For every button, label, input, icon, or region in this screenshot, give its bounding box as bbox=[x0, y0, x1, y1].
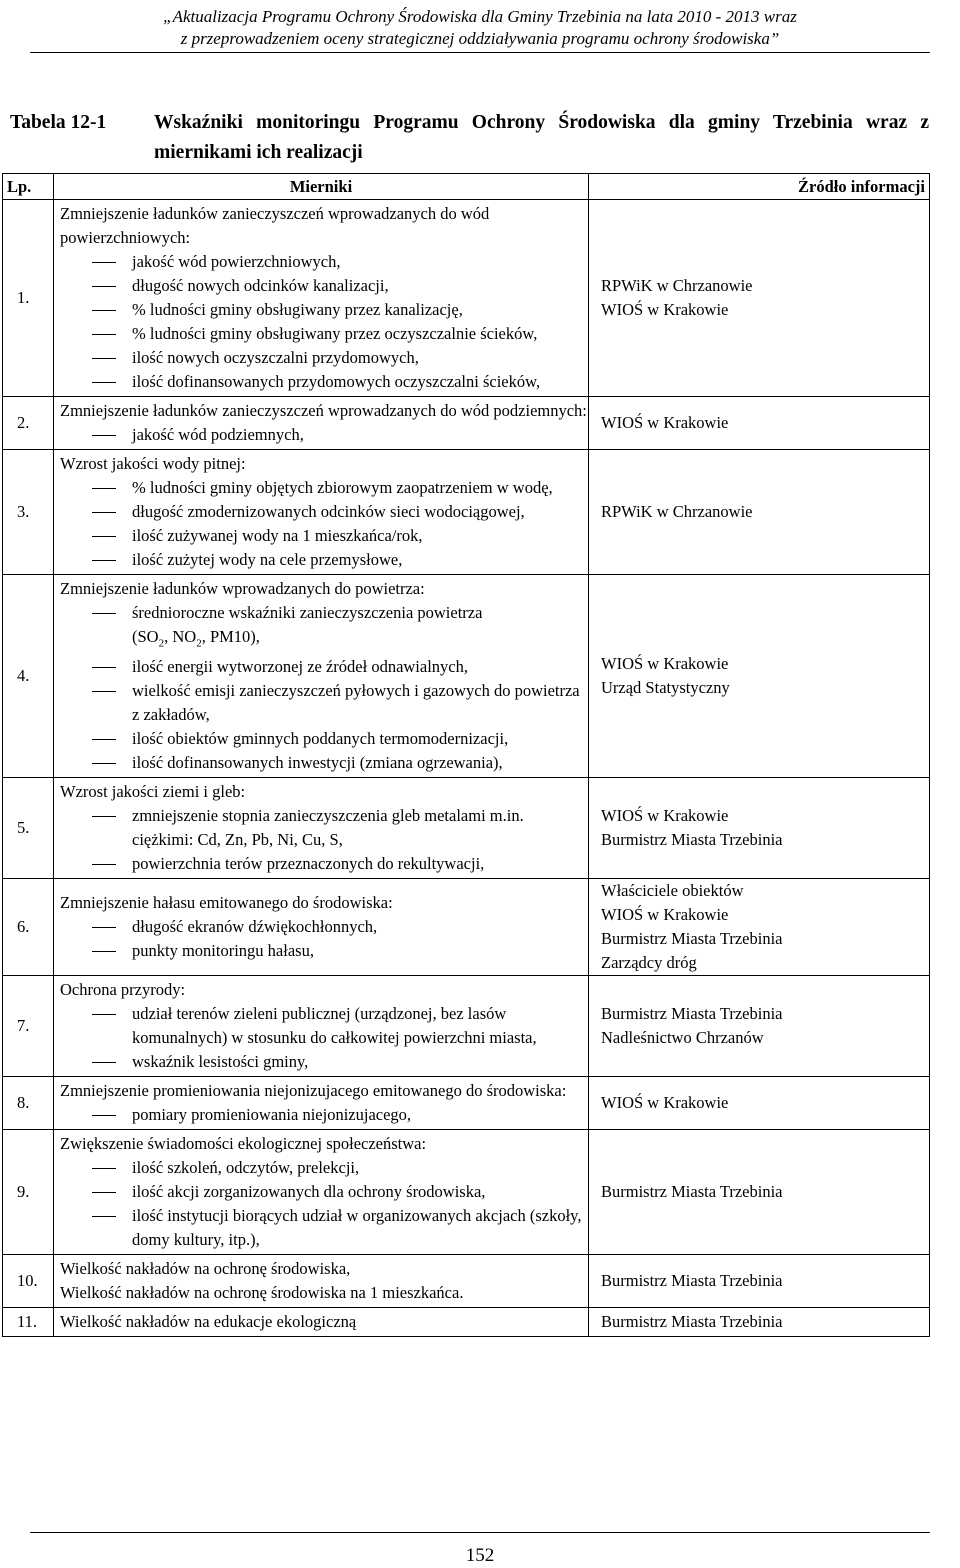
table-row bbox=[3, 976, 930, 1077]
row-sources bbox=[589, 1255, 930, 1308]
indicator-item: punkty monitoringu hałasu, bbox=[60, 939, 588, 963]
table-caption-label: Tabela 12-1 bbox=[10, 112, 107, 133]
row-indicators bbox=[54, 1308, 589, 1337]
indicator-item: ilość szkoleń, odczytów, prelekcji, bbox=[60, 1156, 588, 1180]
row-sources bbox=[589, 575, 930, 778]
indicator-group-title: Zwiększenie świadomości ekologicznej społeczeństwa: bbox=[60, 1134, 427, 1154]
indicator-item: wskaźnik lesistości gminy, bbox=[60, 1050, 588, 1074]
table-header-row bbox=[3, 174, 930, 200]
row-indicators bbox=[54, 397, 589, 450]
indicator-group-title: Zmniejszenie ładunków zanieczyszczeń wprowadzanych do wód podziemnych: bbox=[60, 401, 587, 420]
indicator-item: ilość nowych oczyszczalni przydomowych, bbox=[60, 346, 588, 370]
indicator-text: średnioroczne wskaźniki zanieczyszczenia powietrza bbox=[132, 603, 483, 622]
document-header-line-1: „Aktualizacja Programu Ochrony Środowiska dla Gminy Trzebinia na lata 2010 - 2013 wraz bbox=[163, 7, 797, 26]
row-sources bbox=[589, 200, 930, 397]
footer-rule bbox=[30, 1532, 930, 1533]
indicator-item: ilość dofinansowanych inwestycji (zmiana ogrzewania), bbox=[60, 751, 588, 775]
row-sources bbox=[589, 976, 930, 1077]
indicator-item: długość zmodernizowanych odcinków sieci wodociągowej, bbox=[60, 500, 588, 524]
row-number: 1. bbox=[3, 200, 54, 397]
indicator-line: Wielkość nakładów na edukacje ekologiczną bbox=[60, 1312, 357, 1332]
row-number: 9. bbox=[3, 1130, 54, 1255]
table-caption-title: Wskaźniki monitoringu Programu Ochrony Środowiska dla gminy Trzebinia wraz z miernikami ich realizacji bbox=[154, 112, 929, 163]
indicator-group-title: Zmniejszenie hałasu emitowanego do środowiska: bbox=[60, 893, 393, 913]
indicator-item: ilość instytucji biorących udział w organizowanych akcjach (szkoły, domy kultury, itp.), bbox=[60, 1204, 588, 1252]
row-number: 10. bbox=[3, 1255, 54, 1308]
pollutant-list: ($SO_2$, $NO_2$, PM10), bbox=[132, 627, 260, 650]
column-header-mierniki: Mierniki bbox=[54, 174, 589, 200]
source-entry: Burmistrz Miasta Trzebinia bbox=[601, 1004, 783, 1024]
indicator-item: % ludności gminy obsługiwany przez oczyszczalnie ścieków, bbox=[60, 322, 588, 346]
source-entry: WIOŚ w Krakowie bbox=[601, 300, 729, 319]
row-number: 8. bbox=[3, 1077, 54, 1130]
indicator-group-title: Zmniejszenie promieniowania niejonizujacego emitowanego do środowiska: bbox=[60, 1081, 567, 1101]
row-sources bbox=[589, 1077, 930, 1130]
indicator-item: % ludności gminy objętych zbiorowym zaopatrzeniem w wodę, bbox=[60, 476, 588, 500]
indicator-item: pomiary promieniowania niejonizujacego, bbox=[60, 1103, 588, 1127]
indicator-line: Wielkość nakładów na ochronę środowiska na 1 mieszkańca. bbox=[60, 1283, 464, 1303]
header-rule bbox=[30, 52, 930, 53]
table-row bbox=[3, 200, 930, 397]
row-indicators bbox=[54, 778, 589, 879]
indicator-item: ilość energii wytworzonej ze źródeł odnawialnych, bbox=[60, 655, 588, 679]
column-header-zrodlo: Źródło informacji bbox=[589, 174, 930, 200]
table-row bbox=[3, 1255, 930, 1308]
indicator-group-title: Ochrona przyrody: bbox=[60, 980, 186, 1000]
row-indicators bbox=[54, 200, 589, 397]
indicator-item: długość nowych odcinków kanalizacji, bbox=[60, 274, 588, 298]
row-number: 3. bbox=[3, 450, 54, 575]
table-row bbox=[3, 575, 930, 778]
source-entry: WIOŚ w Krakowie bbox=[601, 806, 729, 826]
row-indicators bbox=[54, 976, 589, 1077]
indicator-item: ilość zużywanej wody na 1 mieszkańca/rok, bbox=[60, 524, 588, 548]
table-row bbox=[3, 397, 930, 450]
table-row bbox=[3, 1308, 930, 1337]
row-number: 2. bbox=[3, 397, 54, 450]
source-entry: WIOŚ w Krakowie bbox=[601, 905, 729, 925]
indicator-item: powierzchnia terów przeznaczonych do rekultywacji, bbox=[60, 852, 588, 876]
indicator-item: ilość dofinansowanych przydomowych oczyszczalni ścieków, bbox=[60, 370, 588, 394]
document-header-line-2: z przeprowadzeniem oceny strategicznej oddziaływania programu ochrony środowiska” bbox=[180, 29, 780, 48]
indicator-item: jakość wód powierzchniowych, bbox=[60, 250, 588, 274]
indicator-item bbox=[60, 601, 588, 655]
source-entry: Burmistrz Miasta Trzebinia bbox=[601, 830, 783, 850]
indicator-line: Wielkość nakładów na ochronę środowiska, bbox=[60, 1259, 351, 1279]
indicator-item: wielkość emisji zanieczyszczeń pyłowych i gazowych do powietrza z zakładów, bbox=[60, 679, 588, 727]
row-sources bbox=[589, 879, 930, 976]
source-entry: WIOŚ w Krakowie bbox=[601, 654, 729, 674]
indicator-group-title: Wzrost jakości wody pitnej: bbox=[60, 454, 246, 473]
indicator-item: zmniejszenie stopnia zanieczyszczenia gleb metalami m.in. ciężkimi: Cd, Zn, Pb, Ni, Cu, S, bbox=[60, 804, 588, 852]
row-sources bbox=[589, 397, 930, 450]
source-entry: RPWiK w Chrzanowie bbox=[601, 276, 753, 295]
row-number: 11. bbox=[3, 1308, 54, 1337]
source-entry: Burmistrz Miasta Trzebinia bbox=[601, 929, 783, 949]
table-row bbox=[3, 1130, 930, 1255]
row-indicators bbox=[54, 575, 589, 778]
row-sources bbox=[589, 778, 930, 879]
indicator-item: ilość akcji zorganizowanych dla ochrony środowiska, bbox=[60, 1180, 588, 1204]
row-indicators bbox=[54, 879, 589, 976]
source-entry: Burmistrz Miasta Trzebinia bbox=[601, 1182, 783, 1202]
indicator-item: udział terenów zieleni publicznej (urządzonej, bez lasów komunalnych) w stosunku do całkowitej powierzchni miasta, bbox=[60, 1002, 588, 1050]
row-indicators bbox=[54, 1255, 589, 1308]
indicator-item: długość ekranów dźwiękochłonnych, bbox=[60, 915, 588, 939]
indicator-group-title: Zmniejszenie ładunków wprowadzanych do powietrza: bbox=[60, 579, 425, 598]
source-entry: Właściciele obiektów bbox=[601, 881, 744, 901]
source-entry: Urząd Statystyczny bbox=[601, 678, 730, 698]
row-sources bbox=[589, 1308, 930, 1337]
monitoring-indicators-table bbox=[2, 173, 930, 1337]
indicator-group-title: Wzrost jakości ziemi i gleb: bbox=[60, 782, 246, 802]
table-row bbox=[3, 450, 930, 575]
source-entry: Burmistrz Miasta Trzebinia bbox=[601, 1271, 783, 1291]
table-row bbox=[3, 1077, 930, 1130]
table-row bbox=[3, 778, 930, 879]
indicator-item: ilość zużytej wody na cele przemysłowe, bbox=[60, 548, 588, 572]
row-sources bbox=[589, 1130, 930, 1255]
page-number: 152 bbox=[465, 1545, 495, 1566]
indicator-group-title: Zmniejszenie ładunków zanieczyszczeń wprowadzanych do wód powierzchniowych: bbox=[60, 204, 490, 247]
row-number: 7. bbox=[3, 976, 54, 1077]
column-header-lp: Lp. bbox=[3, 174, 54, 200]
indicator-item: ilość obiektów gminnych poddanych termomodernizacji, bbox=[60, 727, 588, 751]
row-indicators bbox=[54, 1077, 589, 1130]
table-row bbox=[3, 879, 930, 976]
row-sources bbox=[589, 450, 930, 575]
indicator-item: jakość wód podziemnych, bbox=[60, 423, 588, 447]
source-entry: Zarządcy dróg bbox=[601, 953, 697, 973]
row-indicators bbox=[54, 1130, 589, 1255]
source-entry: Burmistrz Miasta Trzebinia bbox=[601, 1312, 783, 1332]
source-entry: WIOŚ w Krakowie bbox=[601, 1093, 729, 1113]
source-entry: Nadleśnictwo Chrzanów bbox=[601, 1028, 764, 1048]
source-entry: RPWiK w Chrzanowie bbox=[601, 502, 753, 521]
row-number: 4. bbox=[3, 575, 54, 778]
source-entry: WIOŚ w Krakowie bbox=[601, 413, 729, 432]
row-number: 5. bbox=[3, 778, 54, 879]
indicator-item: % ludności gminy obsługiwany przez kanalizację, bbox=[60, 298, 588, 322]
row-indicators bbox=[54, 450, 589, 575]
row-number: 6. bbox=[3, 879, 54, 976]
